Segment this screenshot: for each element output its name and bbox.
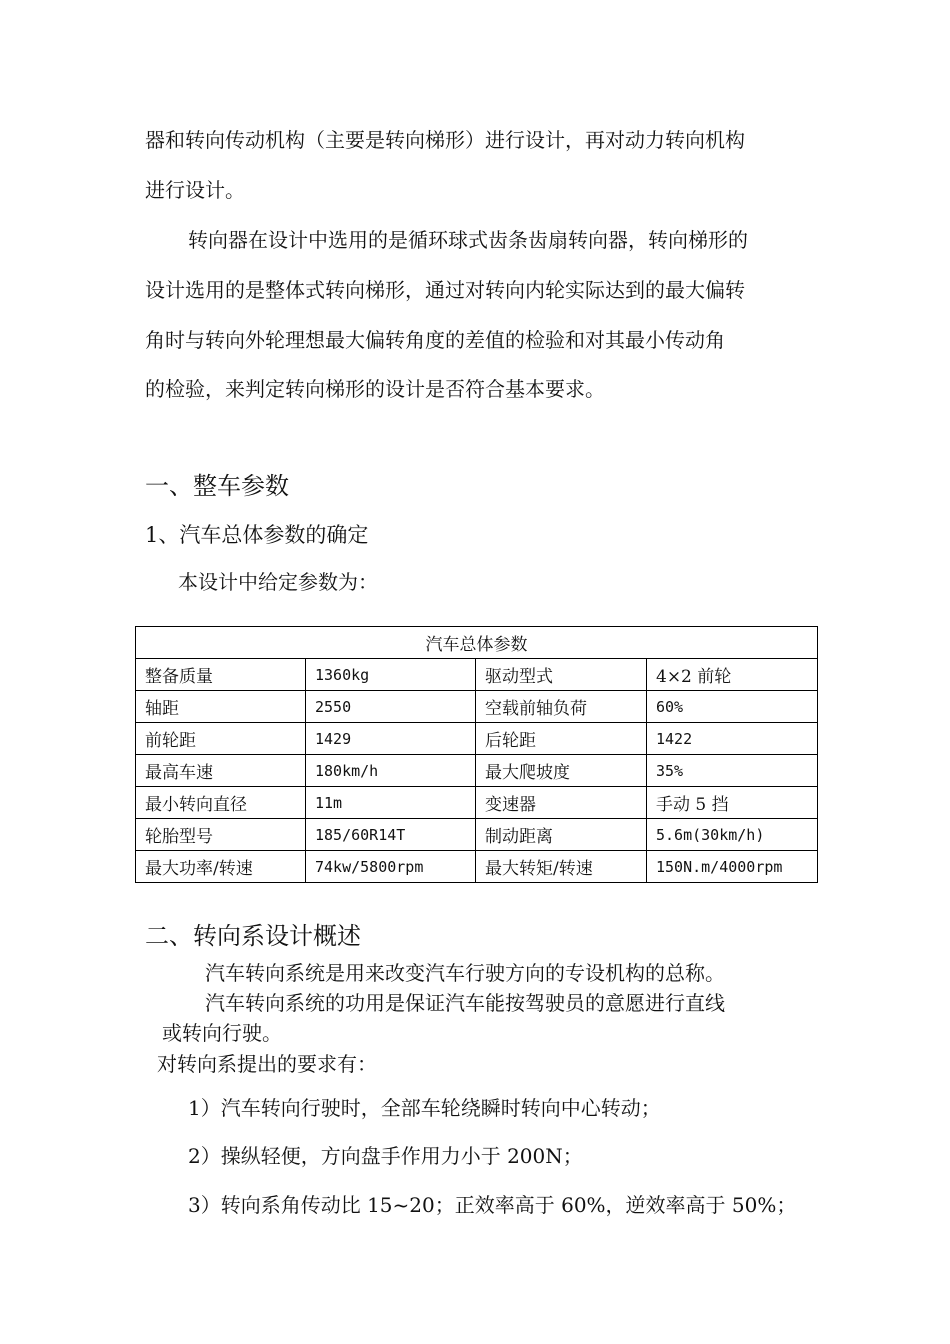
table-cell: 74kw/5800rpm (306, 851, 476, 883)
table-cell: 185/60R14T (306, 819, 476, 851)
requirement-item: 3）转向系角传动比 15~20；正效率高于 60%，逆效率高于 50%； (188, 1193, 797, 1217)
table-caption-row (136, 627, 818, 659)
table-cell: 150N.m/4000rpm (647, 851, 818, 883)
table-row (136, 787, 818, 819)
paragraph-line: 角时与转向外轮理想最大偏转角度的差值的检验和对其最小传动角 (145, 328, 725, 352)
table-cell: 4×2 前轮 (647, 659, 818, 691)
table-cell: 最大功率/转速 (136, 851, 306, 883)
table-cell: 5.6m(30km/h) (647, 819, 818, 851)
table-cell: 轮胎型号 (136, 819, 306, 851)
table-cell: 2550 (306, 691, 476, 723)
table-cell: 轴距 (136, 691, 306, 723)
table-cell: 60% (647, 691, 818, 723)
table-row (136, 723, 818, 755)
table-row (136, 755, 818, 787)
requirements-lead: 对转向系提出的要求有： (157, 1052, 377, 1076)
table-cell: 最高车速 (136, 755, 306, 787)
overview-line: 汽车转向系统的功用是保证汽车能按驾驶员的意愿进行直线 (205, 991, 725, 1015)
paragraph-line: 转向器在设计中选用的是循环球式齿条齿扇转向器，转向梯形的 (188, 228, 748, 252)
intro-line-2: 进行设计。 (145, 178, 245, 202)
table-cell: 手动 5 挡 (647, 787, 818, 819)
table-row (136, 659, 818, 691)
table-cell: 最小转向直径 (136, 787, 306, 819)
table-cell: 35% (647, 755, 818, 787)
requirement-item: 1）汽车转向行驶时，全部车轮绕瞬时转向中心转动； (188, 1096, 661, 1120)
subsection-heading: 1、汽车总体参数的确定 (145, 523, 369, 547)
table-row (136, 851, 818, 883)
table-lead-text: 本设计中给定参数为： (178, 570, 378, 594)
section-heading-steering-overview: 二、转向系设计概述 (145, 922, 361, 950)
table-cell: 180km/h (306, 755, 476, 787)
table-row (136, 819, 818, 851)
table-cell: 最大转矩/转速 (476, 851, 647, 883)
table-cell: 制动距离 (476, 819, 647, 851)
table-cell: 最大爬坡度 (476, 755, 647, 787)
table-cell: 变速器 (476, 787, 647, 819)
table-cell: 1422 (647, 723, 818, 755)
overview-line: 汽车转向系统是用来改变汽车行驶方向的专设机构的总称。 (205, 961, 725, 985)
vehicle-params-table (135, 626, 818, 883)
paragraph-line: 的检验，来判定转向梯形的设计是否符合基本要求。 (145, 377, 605, 401)
intro-line-1: 器和转向传动机构（主要是转向梯形）进行设计，再对动力转向机构 (145, 128, 745, 152)
table-cell: 1429 (306, 723, 476, 755)
overview-line: 或转向行驶。 (162, 1021, 282, 1045)
table-cell: 11m (306, 787, 476, 819)
table-caption: 汽车总体参数 (136, 627, 818, 659)
table-cell: 空载前轴负荷 (476, 691, 647, 723)
table-cell: 驱动型式 (476, 659, 647, 691)
table-cell: 整备质量 (136, 659, 306, 691)
table-row (136, 691, 818, 723)
table-cell: 1360kg (306, 659, 476, 691)
table-cell: 后轮距 (476, 723, 647, 755)
requirement-item: 2）操纵轻便，方向盘手作用力小于 200N； (188, 1144, 583, 1168)
paragraph-line: 设计选用的是整体式转向梯形，通过对转向内轮实际达到的最大偏转 (145, 278, 745, 302)
table-cell: 前轮距 (136, 723, 306, 755)
section-heading-vehicle-params: 一、整车参数 (145, 472, 289, 500)
